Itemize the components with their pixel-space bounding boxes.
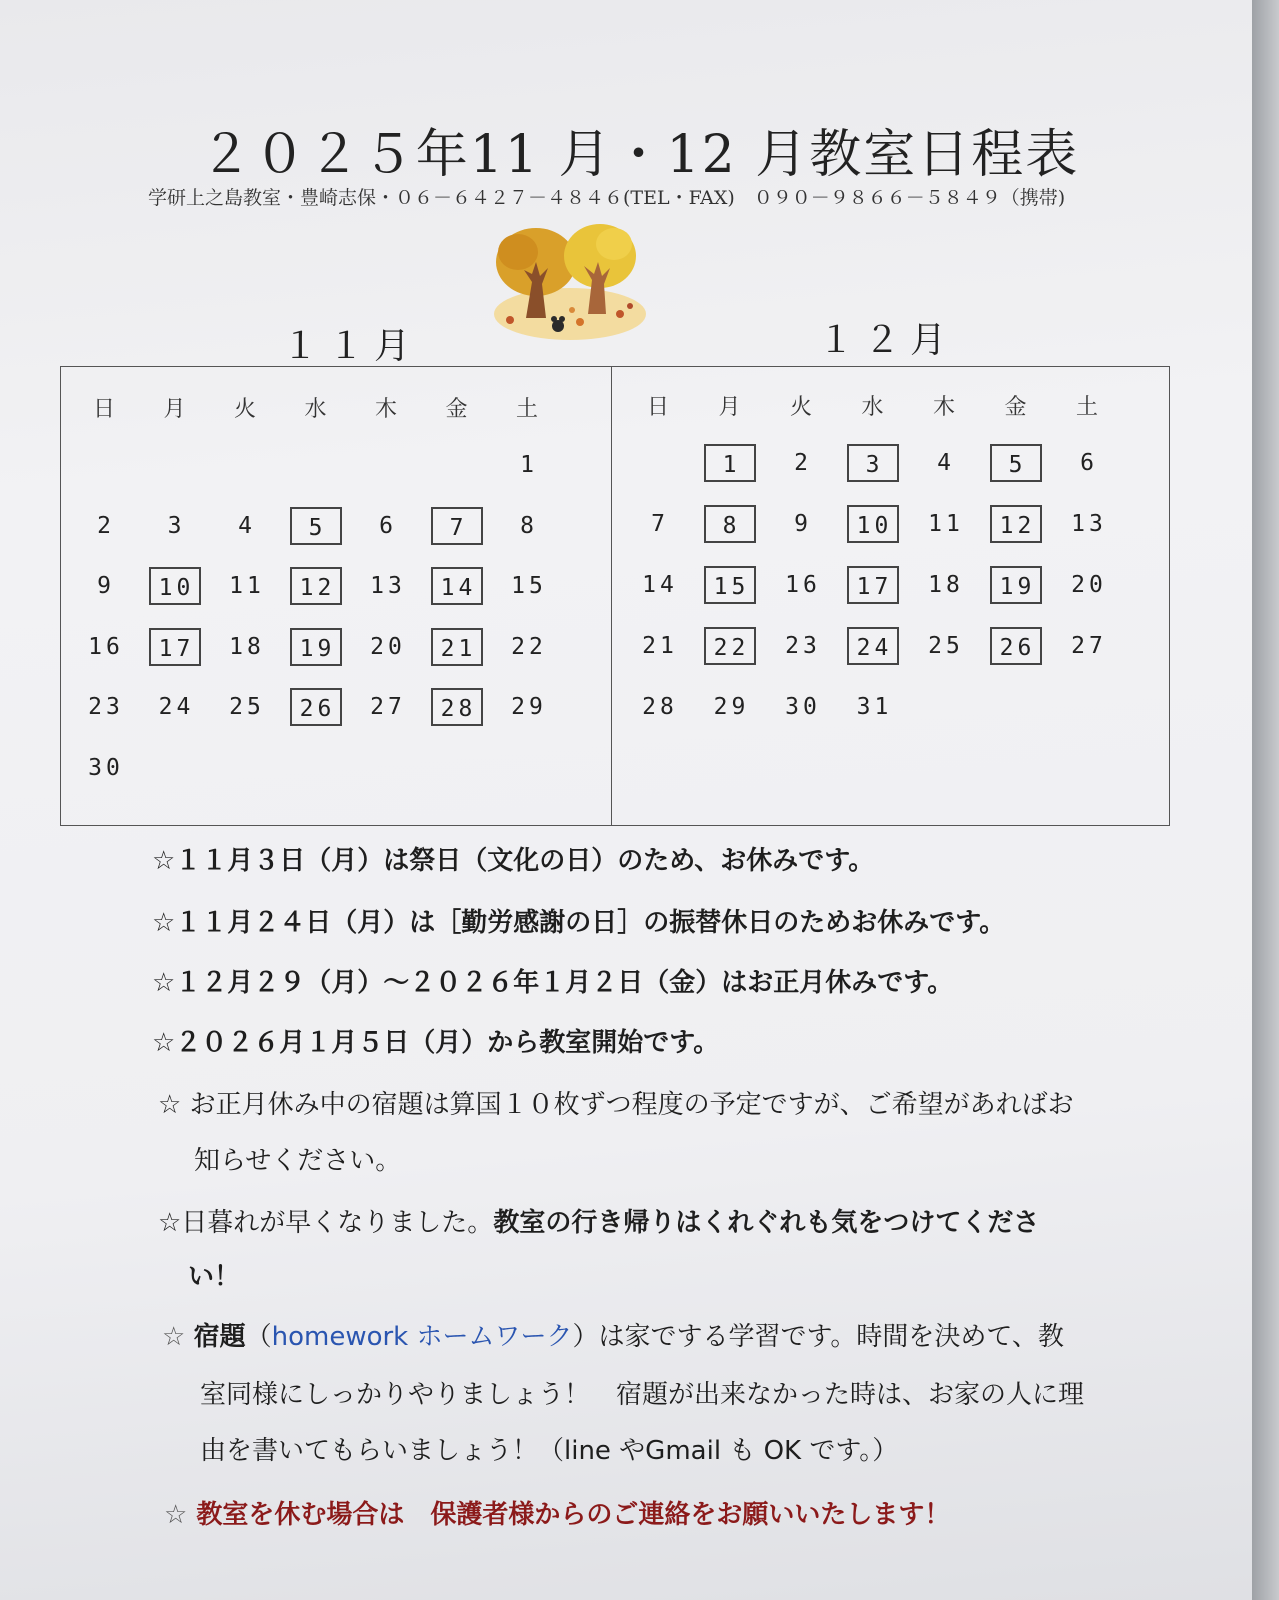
notice-dark-early-prefix: ☆日暮れが早くなりました。 bbox=[158, 1208, 494, 1238]
december-day-cell-class-day: 15 bbox=[704, 566, 756, 604]
november-day-cell: 6 bbox=[379, 512, 397, 539]
december-weekday-header: 土 bbox=[1075, 395, 1098, 420]
december-day-cell: 23 bbox=[785, 633, 821, 659]
november-day-cell-class-day: 28 bbox=[431, 688, 483, 726]
notice-homework-line2: 知らせください。 bbox=[194, 1146, 402, 1176]
november-day-cell: 30 bbox=[88, 754, 124, 781]
november-title: １１月 bbox=[282, 326, 421, 367]
star-icon: ☆ bbox=[162, 1322, 186, 1352]
paren-open: （ bbox=[245, 1322, 272, 1352]
november-day-cell: 23 bbox=[88, 694, 124, 720]
december-weekday-header: 月 bbox=[718, 395, 741, 420]
notice-homework-info-line2: 室同様にしっかりやりましょう！ 宿題が出来なかった時は、お家の人に理 bbox=[200, 1380, 1085, 1410]
november-day-cell: 20 bbox=[370, 633, 406, 660]
december-title: １２月 bbox=[818, 320, 957, 361]
december-day-cell-class-day: 19 bbox=[990, 566, 1042, 604]
november-weekday-header: 月 bbox=[163, 397, 186, 422]
notice-dark-early-bold: 教室の行き帰りはくれぐれも気をつけてくださ bbox=[493, 1208, 1040, 1238]
notice-class-start: ☆２０２６月１月５日（月）から教室開始です。 bbox=[152, 1028, 720, 1058]
december-day-cell: 9 bbox=[794, 511, 812, 537]
december-weekday-header: 金 bbox=[1004, 395, 1027, 420]
december-day-cell: 2 bbox=[794, 450, 812, 476]
november-day-cell: 9 bbox=[97, 573, 115, 599]
december-day-cell-class-day: 12 bbox=[990, 505, 1042, 543]
november-day-cell: 22 bbox=[511, 633, 547, 660]
notice-homework-info-line3: 由を書いてもらいましょう！（line やGmail も OK です。） bbox=[200, 1436, 899, 1466]
november-day-cell-class-day: 19 bbox=[290, 628, 342, 666]
december-weekday-header: 日 bbox=[646, 395, 669, 420]
notice-new-year-holiday: ☆１２月２９（月）～２０２６年１月２日（金）はお正月休みです。 bbox=[152, 968, 954, 998]
notice-dark-early-line2: い！ bbox=[188, 1262, 241, 1292]
november-day-cell-class-day: 7 bbox=[431, 507, 483, 545]
december-day-cell: 18 bbox=[928, 572, 964, 598]
paper-edge-shadow bbox=[1252, 0, 1279, 1600]
notice-homework-info bbox=[162, 1316, 1064, 1353]
december-day-cell: 11 bbox=[928, 511, 964, 537]
november-day-cell-class-day: 26 bbox=[290, 688, 342, 726]
november-day-cell-class-day: 14 bbox=[431, 567, 483, 605]
november-weekday-header: 日 bbox=[92, 397, 115, 422]
november-day-cell: 25 bbox=[229, 694, 265, 720]
december-day-cell-class-day: 3 bbox=[847, 444, 899, 482]
contact-info: 学研上之島教室・豊崎志保・０６－６４２７－４８４６(TEL・FAX) ０９０－９８６６－５８４９（携帯) bbox=[148, 187, 1066, 209]
december-day-cell: 29 bbox=[713, 694, 750, 720]
december-day-cell: 7 bbox=[651, 511, 669, 537]
november-day-cell-class-day: 10 bbox=[149, 567, 201, 605]
absence-contact-text: 教室を休む場合は 保護者様からのご連絡をお願いいたします！ bbox=[196, 1500, 951, 1530]
november-day-cell-class-day: 17 bbox=[149, 628, 201, 666]
december-day-cell: 13 bbox=[1071, 511, 1107, 537]
december-weekday-header: 水 bbox=[861, 395, 884, 420]
homework-english: homework ホームワーク bbox=[271, 1322, 573, 1352]
november-day-cell: 27 bbox=[370, 694, 406, 720]
notice-culture-day: ☆１１月３日（月）は祭日（文化の日）のため、お休みです。 bbox=[152, 846, 875, 876]
december-day-cell: 16 bbox=[785, 572, 821, 598]
november-day-cell: 1 bbox=[520, 452, 538, 478]
november-weekday-header: 水 bbox=[304, 397, 327, 422]
november-day-cell: 29 bbox=[511, 694, 547, 720]
november-weekday-header: 金 bbox=[445, 397, 468, 422]
december-weekday-header: 木 bbox=[932, 395, 955, 420]
page-title: ２０２５年11 月・12 月教室日程表 bbox=[199, 125, 1080, 185]
autumn-trees-illustration bbox=[488, 222, 648, 346]
november-day-cell-class-day: 5 bbox=[290, 507, 342, 545]
calendar-divider bbox=[611, 366, 612, 826]
notice-absence-contact bbox=[164, 1494, 950, 1531]
notice-homework-line1: ☆ お正月休み中の宿題は算国１０枚ずつ程度の予定ですが、ご希望があればお bbox=[158, 1090, 1074, 1120]
notice-dark-early bbox=[158, 1202, 1039, 1239]
december-day-cell-class-day: 22 bbox=[704, 627, 756, 665]
november-day-cell: 11 bbox=[229, 573, 265, 599]
november-weekday-header: 土 bbox=[515, 397, 538, 422]
december-day-cell-class-day: 1 bbox=[704, 444, 756, 482]
notice-labor-day: ☆１１月２４日（月）は［勤労感謝の日］の振替休日のためお休みです。 bbox=[152, 908, 1006, 938]
december-day-cell: 30 bbox=[785, 694, 821, 720]
december-day-cell: 25 bbox=[928, 633, 964, 659]
december-day-cell-class-day: 26 bbox=[990, 627, 1042, 665]
december-day-cell: 20 bbox=[1071, 572, 1107, 598]
december-day-cell: 4 bbox=[937, 450, 955, 476]
november-weekday-header: 火 bbox=[233, 397, 256, 422]
december-day-cell-class-day: 10 bbox=[847, 505, 899, 543]
november-day-cell: 18 bbox=[229, 633, 265, 660]
homework-info-rest: ）は家でする学習です。時間を決めて、教 bbox=[572, 1322, 1064, 1352]
november-day-cell: 3 bbox=[167, 512, 186, 539]
december-day-cell: 14 bbox=[642, 572, 678, 598]
november-day-cell: 4 bbox=[238, 512, 256, 539]
november-day-cell-class-day: 21 bbox=[431, 628, 483, 666]
november-day-cell: 24 bbox=[158, 694, 195, 720]
december-day-cell: 27 bbox=[1071, 633, 1107, 659]
november-day-cell-class-day: 12 bbox=[290, 567, 342, 605]
december-day-cell: 28 bbox=[642, 694, 678, 720]
december-day-cell: 21 bbox=[642, 633, 678, 659]
december-day-cell-class-day: 24 bbox=[847, 627, 899, 665]
homework-label: 宿題 bbox=[193, 1322, 246, 1352]
december-day-cell-class-day: 8 bbox=[704, 505, 756, 543]
november-weekday-header: 木 bbox=[374, 397, 397, 422]
star-icon: ☆ bbox=[164, 1500, 188, 1530]
december-weekday-header: 火 bbox=[789, 395, 812, 420]
november-day-cell: 15 bbox=[511, 573, 547, 599]
november-day-cell: 16 bbox=[88, 633, 124, 660]
november-day-cell: 2 bbox=[97, 512, 115, 539]
december-day-cell-class-day: 17 bbox=[847, 566, 899, 604]
november-day-cell: 13 bbox=[370, 573, 406, 599]
december-day-cell: 6 bbox=[1080, 450, 1098, 476]
december-day-cell-class-day: 5 bbox=[990, 444, 1042, 482]
december-day-cell: 31 bbox=[856, 694, 893, 720]
november-day-cell: 8 bbox=[520, 512, 538, 539]
